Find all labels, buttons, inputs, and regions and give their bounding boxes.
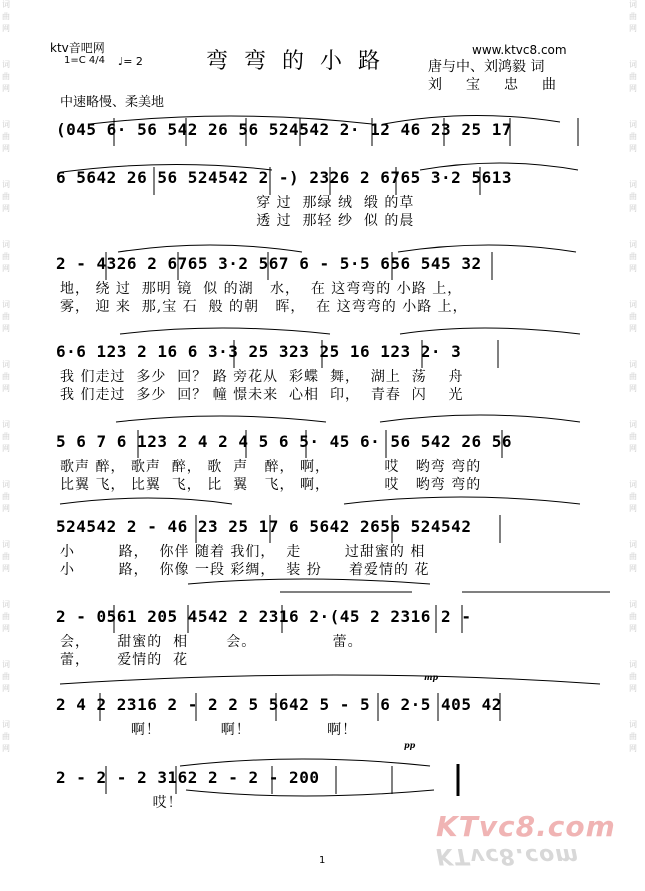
side-watermark-char: 网 xyxy=(629,324,637,333)
notation-line-7: 2 - 0561 205 4542 2 2316 2·(45 2 2316 2 - xyxy=(56,607,472,626)
side-watermark-char: 网 xyxy=(629,444,637,453)
side-watermark-char: 网 xyxy=(2,24,10,33)
lyric-line-6-1: 小 路， 你伴 随着 我们， 走 过甜蜜的 相 xyxy=(60,544,426,560)
side-watermark-char: 网 xyxy=(629,24,637,33)
side-watermark-char: 词 xyxy=(629,360,637,369)
side-watermark-char: 词 xyxy=(629,240,637,249)
lyric-line-7-2: 蕾， 爱情的 花 xyxy=(60,652,189,668)
side-watermark-char: 曲 xyxy=(629,312,637,321)
side-watermark-char: 曲 xyxy=(629,672,637,681)
side-watermark-right xyxy=(629,0,643,780)
side-watermark-char: 曲 xyxy=(629,132,637,141)
side-watermark-char: 曲 xyxy=(629,492,637,501)
side-watermark-char: 网 xyxy=(629,84,637,93)
side-watermark-char: 词 xyxy=(2,300,10,309)
lyricist-credit: 唐与中、刘鸿毅 词 xyxy=(428,59,545,75)
lyric-line-2-1: 穿 过 那绿 绒 缎 的草 xyxy=(60,195,415,211)
notation-line-2: 6 5642 26 56 524542 2 -) 2326 2 6765 3·2 5613 xyxy=(56,168,512,187)
notation-line-3: 2 - 4326 2 6765 3·2 567 6 - 5·5 656 545 32 xyxy=(56,254,482,273)
side-watermark-char: 词 xyxy=(629,420,637,429)
side-watermark-char: 网 xyxy=(629,204,637,213)
side-watermark-char: 网 xyxy=(2,324,10,333)
side-watermark-char: 词 xyxy=(629,540,637,549)
side-watermark-char: 网 xyxy=(2,504,10,513)
side-watermark-char: 词 xyxy=(2,240,10,249)
notation-line-9: 2 - 2 - 2 3162 2 - 2 - 200 xyxy=(56,768,320,787)
side-watermark-char: 词 xyxy=(629,660,637,669)
side-watermark-char: 词 xyxy=(2,660,10,669)
side-watermark-char: 网 xyxy=(2,384,10,393)
side-watermark-char: 曲 xyxy=(629,252,637,261)
side-watermark-char: 词 xyxy=(2,600,10,609)
side-watermark-char: 曲 xyxy=(629,372,637,381)
side-watermark-char: 曲 xyxy=(2,12,10,21)
page-number: 1 xyxy=(319,855,326,866)
side-watermark-char: 词 xyxy=(629,600,637,609)
side-watermark-char: 词 xyxy=(2,720,10,729)
notation-line-8: 2 4 2 2316 2 - 2 2 5 5642 5 - 5 6 2·5 405 42 xyxy=(56,695,502,714)
side-watermark-char: 词 xyxy=(629,300,637,309)
side-watermark-char: 网 xyxy=(2,744,10,753)
side-watermark-char: 曲 xyxy=(2,432,10,441)
tempo-expression: 中速略慢、柔美地 xyxy=(60,95,165,110)
side-watermark-char: 网 xyxy=(2,264,10,273)
side-watermark-char: 网 xyxy=(2,564,10,573)
side-watermark-char: 曲 xyxy=(2,732,10,741)
side-watermark-char: 网 xyxy=(2,144,10,153)
side-watermark-char: 词 xyxy=(2,0,10,9)
side-watermark-char: 网 xyxy=(629,624,637,633)
side-watermark-char: 曲 xyxy=(629,192,637,201)
lyric-line-5-1: 歌声 醉， 歌声 醉， 歌 声 醉， 啊， 哎 哟弯 弯的 xyxy=(60,459,482,475)
side-watermark-char: 曲 xyxy=(629,732,637,741)
lyric-line-8-1: 啊！ 啊！ 啊！ xyxy=(60,722,358,738)
side-watermark-char: 曲 xyxy=(629,72,637,81)
side-watermark-char: 词 xyxy=(2,360,10,369)
side-watermark-char: 网 xyxy=(629,384,637,393)
side-watermark-char: 曲 xyxy=(2,492,10,501)
side-watermark-char: 曲 xyxy=(629,552,637,561)
side-watermark-char: 曲 xyxy=(2,132,10,141)
side-watermark-char: 曲 xyxy=(629,612,637,621)
side-watermark-char: 曲 xyxy=(2,192,10,201)
notation-line-4: 6·6 123 2 16 6 3·3 25 323 25 16 123 2· 3 xyxy=(56,342,462,361)
side-watermark-char: 词 xyxy=(2,540,10,549)
side-watermark-char: 网 xyxy=(629,504,637,513)
notation-line-1: (045 6· 56 542 26 56 524542 2· 12 46 23 25 17 xyxy=(56,120,512,139)
notation-line-5: 5 6 7 6 123 2 4 2 4 5 6 5· 45 6· 56 542 26 56 xyxy=(56,432,512,451)
side-watermark-char: 词 xyxy=(629,720,637,729)
tempo-marking: ♩= 2 xyxy=(118,55,143,68)
side-watermark-char: 曲 xyxy=(629,432,637,441)
lyric-line-4-1: 我 们走过 多少 回？ 路 旁花从 彩蝶 舞， 湖上 荡 舟 xyxy=(60,369,464,385)
lyric-line-5-2: 比翼 飞， 比翼 飞， 比 翼 飞， 啊， 哎 哟弯 弯的 xyxy=(60,477,482,493)
side-watermark-char: 网 xyxy=(2,204,10,213)
site-label: ktv音吧网 xyxy=(50,41,105,55)
side-watermark-char: 网 xyxy=(629,744,637,753)
side-watermark-char: 词 xyxy=(629,180,637,189)
side-watermark-char: 词 xyxy=(2,180,10,189)
side-watermark-char: 词 xyxy=(2,60,10,69)
side-watermark-char: 曲 xyxy=(2,552,10,561)
side-watermark-char: 网 xyxy=(629,264,637,273)
side-watermark-char: 曲 xyxy=(2,312,10,321)
lyric-line-3-1: 地， 绕 过 那明 镜 似 的湖 水， 在 这弯弯的 小路 上， xyxy=(60,281,463,297)
side-watermark-char: 词 xyxy=(629,60,637,69)
lyric-line-2-2: 透 过 那轻 纱 似 的晨 xyxy=(60,213,415,229)
dynamic-pp: pp xyxy=(404,740,416,750)
lyric-line-9-1: 哎！ xyxy=(60,795,183,811)
watermark-logo-reflection: KTvc8.com xyxy=(436,843,580,868)
lyric-line-6-2: 小 路， 你像 一段 彩绸， 装 扮 着爱情的 花 xyxy=(60,562,430,578)
side-watermark-char: 词 xyxy=(2,420,10,429)
side-watermark-char: 词 xyxy=(2,480,10,489)
lyric-line-4-2: 我 们走过 多少 回？ 幢 憬未来 心相 印， 青春 闪 光 xyxy=(60,387,464,403)
side-watermark-char: 网 xyxy=(2,624,10,633)
dynamic-mp: mp xyxy=(424,672,439,682)
composer-credit: 刘宝忠曲 xyxy=(428,77,580,93)
side-watermark-char: 曲 xyxy=(2,372,10,381)
side-watermark-char: 曲 xyxy=(2,612,10,621)
side-watermark-char: 网 xyxy=(2,684,10,693)
watermark-logo: KTvc8.com xyxy=(436,810,616,843)
side-watermark-char: 网 xyxy=(2,444,10,453)
side-watermark-char: 曲 xyxy=(2,252,10,261)
song-title: 弯弯的小路 xyxy=(206,49,397,74)
side-watermark-char: 网 xyxy=(2,84,10,93)
lyric-line-7-1: 会， 甜蜜的 相 会。 蕾。 xyxy=(60,634,363,650)
side-watermark-char: 词 xyxy=(629,480,637,489)
notation-line-6: 524542 2 - 46 23 25 17 6 5642 2656 524542 xyxy=(56,517,472,536)
side-watermark-char: 曲 xyxy=(2,672,10,681)
site-url: www.ktvc8.com xyxy=(472,43,567,57)
side-watermark-char: 曲 xyxy=(629,12,637,21)
side-watermark-char: 曲 xyxy=(2,72,10,81)
side-watermark-char: 网 xyxy=(629,564,637,573)
side-watermark-char: 词 xyxy=(629,0,637,9)
key-signature: 1=C 4/4 xyxy=(64,55,105,66)
side-watermark-char: 网 xyxy=(629,144,637,153)
side-watermark-left xyxy=(2,0,16,780)
side-watermark-char: 词 xyxy=(2,120,10,129)
side-watermark-char: 词 xyxy=(629,120,637,129)
side-watermark-char: 网 xyxy=(629,684,637,693)
lyric-line-3-2: 雾， 迎 来 那,宝 石 般 的朝 晖， 在 这弯弯的 小路 上， xyxy=(60,299,468,315)
